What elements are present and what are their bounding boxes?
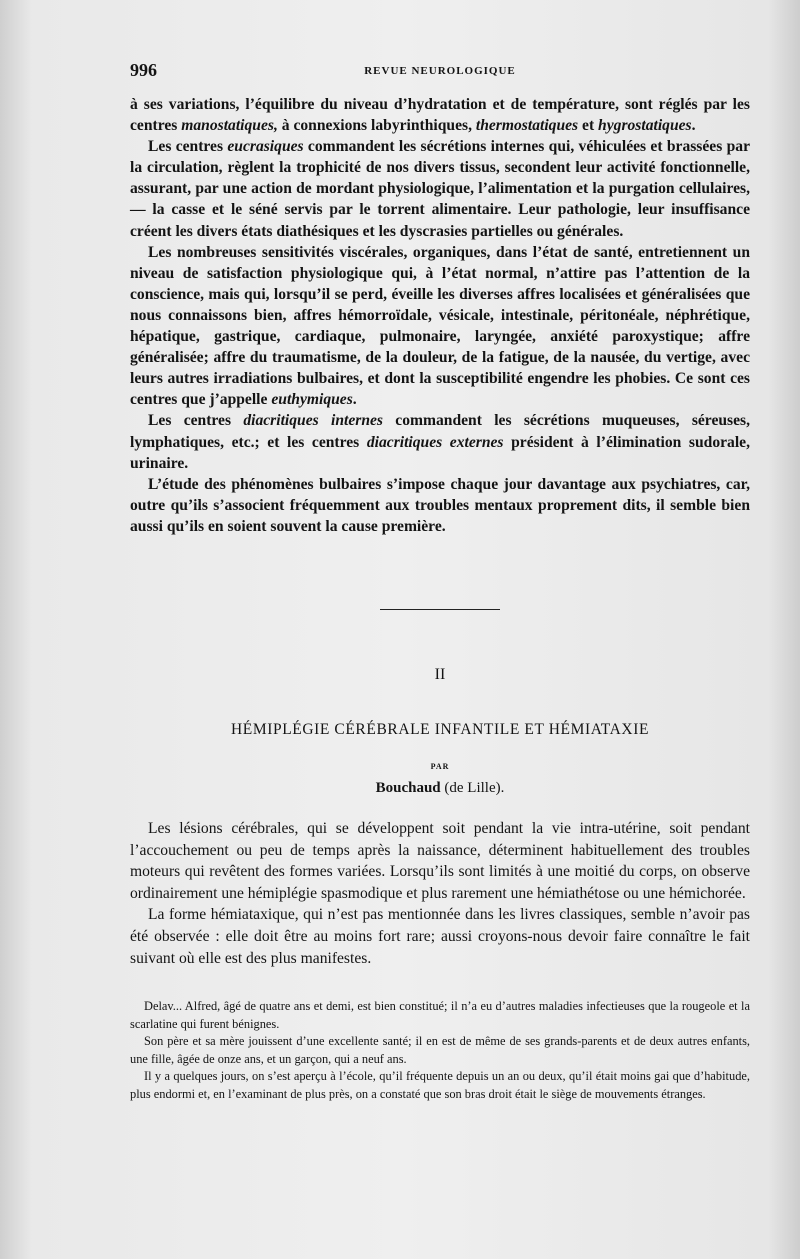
- author-name: Bouchaud: [375, 780, 441, 796]
- case-paragraph: Son père et sa mère jouissent d’une excellente santé; il en est de même de ses grands-parents et de deux autres enfants, une fille, âgée de onze ans, et un garçon, qui a neuf ans.: [130, 1034, 750, 1066]
- page-header: [130, 60, 750, 88]
- continued-text: [130, 94, 750, 537]
- section-divider: [380, 609, 500, 610]
- paragraph: Les lésions cérébrales, qui se développent soit pendant la vie intra-utérine, soit pendant l’accouchement ou peu de temps après la naissance, déterminent habituellement des troubles moteurs qui revêtent des formes variées. Lorsqu’ils sont limités à une moitié du corps, on observe ordinairement une hémiplégie spasmodique et plus rarement une hémiathétose ou une hémichorée.: [130, 820, 750, 902]
- paragraph: Les centres diacritiques internes commandent les sécrétions muqueuses, séreuses, lymphatiques, etc.; et les centres diacritiques externes président à l’élimination sudorale, urinaire.: [130, 412, 750, 472]
- page-number: 996: [130, 60, 157, 80]
- paragraph: L’étude des phénomènes bulbaires s’impose chaque jour davantage aux psychiatres, car, outre qu’ils s’associent fréquemment aux troubles mentaux proprement dits, il semble bien aussi qu’ils en soient souvent la cause première.: [130, 475, 750, 535]
- author-line: [130, 780, 750, 797]
- author-place: (de Lille).: [444, 780, 505, 796]
- paragraph: Les centres eucrasiques commandent les sécrétions internes qui, véhiculées et brassées par la circulation, règlent la trophicité de nos divers tissus, secondent leur activité fonctionnelle, assurant, par une action de mordant physiologique, l’alimentation et la purgation cellulaires, — la casse et le séné servis par le torrent alimentaire. Leur pathologie, leur insuffisance créent les divers états diathésiques et les dyscrasies partielles ou générales.: [130, 138, 750, 240]
- case-paragraph: Il y a quelques jours, on s’est aperçu à l’école, qu’il fréquente depuis un an ou deux, qu’il était moins gai que d’habitude, plus endormi et, en l’examinant de plus près, on a constaté que son bras droit était le siège de mouvements étranges.: [130, 1069, 750, 1101]
- paragraph: à ses variations, l’équilibre du niveau d’hydratation et de température, sont réglés par les centres manostatiques, à connexions labyrinthiques, thermostatiques et hygrostatiques.: [130, 96, 750, 135]
- case-report: [130, 998, 750, 1104]
- paragraph: Les nombreuses sensitivités viscérales, organiques, dans l’état de santé, entretiennent un niveau de satisfaction physiologique qui, à l’état normal, n’attire pas l’attention de la conscience, mais qui, lorsqu’il se perd, éveille les diverses affres localisées et généralisées que nous connaissons bien, affres hémorroïdale, vésicale, intestinale, péritonéale, néphrétique, hépatique, gastrique, cardiaque, pulmonaire, laryngée, anxiété paroxystique; affre généralisée; affre du traumatisme, de la douleur, de la fatigue, de la nausée, du vertige, avec leurs autres irradiations bulbaires, et dont la susceptibilité engendre les phobies. Ce sont ces centres que j’appelle euthymiques.: [130, 243, 750, 409]
- article-title: HÉMIPLÉGIE CÉRÉBRALE INFANTILE ET HÉMIATAXIE: [230, 721, 650, 738]
- section-number: II: [434, 666, 446, 683]
- article-body: [130, 818, 750, 969]
- paragraph: La forme hémiataxique, qui n’est pas mentionnée dans les livres classiques, semble n’avoir pas été observée : elle doit être au moins fort rare; aussi croyons-nous devoir faire connaître le fait suivant où elle est des plus manifestes.: [130, 906, 750, 967]
- running-head: REVUE NEUROLOGIQUE: [364, 65, 516, 77]
- byline-par: PAR: [430, 762, 450, 771]
- case-paragraph: Delav... Alfred, âgé de quatre ans et demi, est bien constitué; il n’a eu d’autres maladies infectieuses que la rougeole et la scarlatine qui furent bénignes.: [130, 999, 750, 1031]
